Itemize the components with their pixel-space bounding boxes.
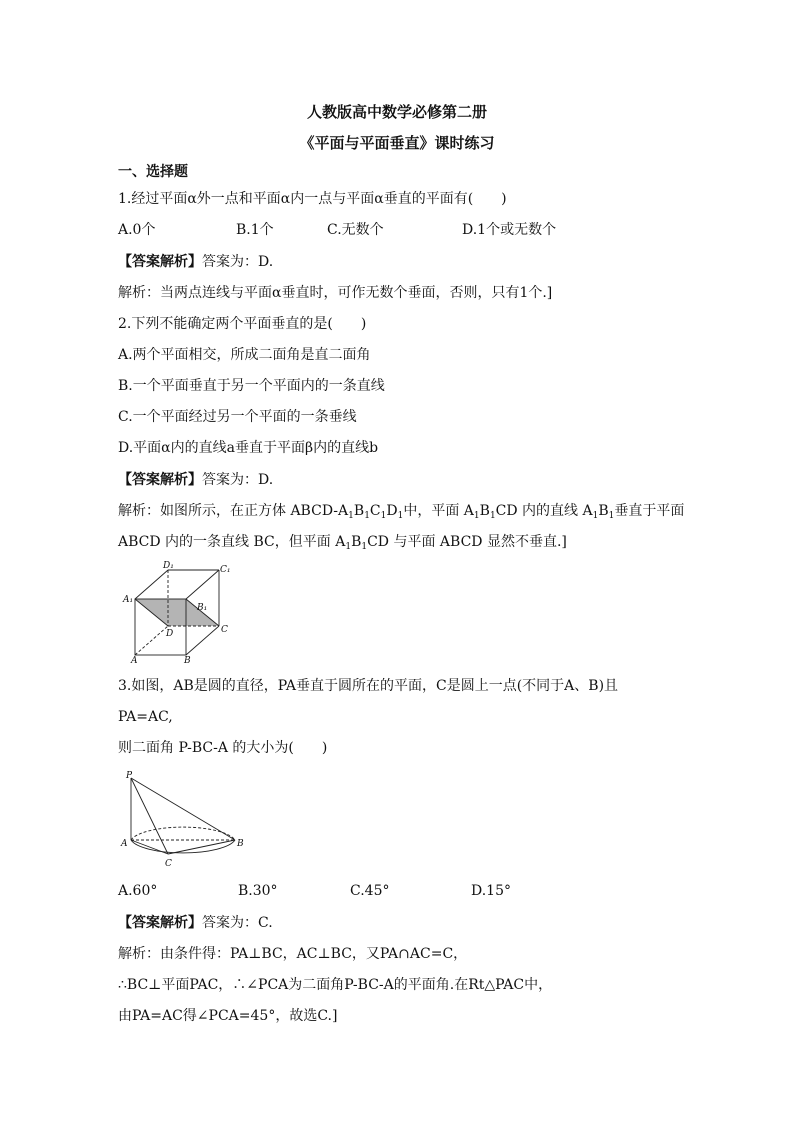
label-B: B [184, 656, 191, 666]
q2-option-c: C.一个平面经过另一个平面的一条垂线 [118, 409, 357, 425]
q3-option-d: D.15° [471, 883, 511, 899]
q3-analysis-line3: 由PA=AC得∠PCA=45°，故选C.] [118, 1008, 338, 1024]
q3-analysis-line2: ∴BC⊥平面PAC，∴∠PCA为二面角P-BC-A的平面角.在Rt△PAC中， [118, 977, 553, 993]
q1-option-a: A.0个 [118, 222, 156, 238]
q2-option-d: D.平面α内的直线a垂直于平面β内的直线b [118, 440, 379, 456]
circle-figure [118, 768, 242, 872]
q1-answer [118, 253, 273, 271]
q1-option-d: D.1个或无数个 [462, 222, 557, 238]
answer-tag: 【答案解析】 [118, 472, 202, 488]
q3-answer-text: 答案为：C. [202, 915, 273, 931]
q2-stem: 2.下列不能确定两个平面垂直的是( ) [118, 316, 367, 332]
q3-option-c: C.45° [350, 883, 390, 899]
q3-analysis-line1: 解析：由条件得：PA⊥BC，AC⊥BC，又PA∩AC=C， [118, 946, 468, 962]
q3-option-b: B.30° [238, 883, 278, 899]
answer-tag: 【答案解析】 [118, 915, 202, 931]
doc-title-line1: 人教版高中数学必修第二册 [306, 103, 487, 121]
q3-stem-line3: 则二面角 P-BC-A 的大小为( ) [118, 740, 328, 756]
section-heading: 一、选择题 [118, 164, 188, 180]
label-P: P [126, 771, 133, 781]
label-C1: C₁ [220, 565, 231, 575]
q3-option-a: A.60° [118, 883, 158, 899]
q1-answer-text: 答案为：D. [202, 254, 274, 270]
q1-option-b: B.1个 [236, 222, 274, 238]
answer-tag: 【答案解析】 [118, 254, 202, 270]
q1-analysis: 解析：当两点连线与平面α垂直时，可作无数个垂面，否则，只有1个.] [118, 285, 553, 301]
label-A1: A₁ [123, 595, 134, 605]
q2-analysis-line2: ABCD 内的一条直线 BC，但平面 $A_1B_1CD$ 与平面 ABCD 显然不垂直.] [118, 534, 567, 552]
q1-stem: 1.经过平面α外一点和平面α内一点与平面α垂直的平面有( ) [118, 191, 507, 207]
label-B1: B₁ [197, 603, 208, 613]
label-B: B [237, 839, 244, 849]
label-D: D [166, 629, 174, 639]
doc-title-line2: 《平面与平面垂直》课时练习 [299, 134, 495, 152]
q2-answer [118, 471, 273, 489]
q2-answer-text: 答案为：D. [202, 472, 274, 488]
cube-figure [118, 562, 238, 666]
q2-option-b: B.一个平面垂直于另一个平面内的一条直线 [118, 378, 385, 394]
label-A: A [131, 656, 138, 666]
q1-option-c: C.无数个 [327, 222, 384, 238]
q3-stem-line2: PA=AC, [118, 709, 173, 725]
label-D1: D₁ [163, 561, 174, 571]
q3-answer [118, 914, 273, 932]
q2-analysis-line1: 解析：如图所示，在正方体 ABCD-$A_1B_1C_1D_1$中，平面 $A_1B_1CD$ 内的直线 $A_1B_1$垂直于平面 [118, 503, 685, 521]
label-C: C [221, 625, 228, 635]
label-A: A [121, 839, 128, 849]
label-C: C [165, 859, 172, 869]
q3-stem-line1: 3.如图，AB是圆的直径，PA垂直于圆所在的平面，C是圆上一点(不同于A、B)且 [118, 678, 619, 694]
q2-option-a: A.两个平面相交，所成二面角是直二面角 [118, 347, 371, 363]
